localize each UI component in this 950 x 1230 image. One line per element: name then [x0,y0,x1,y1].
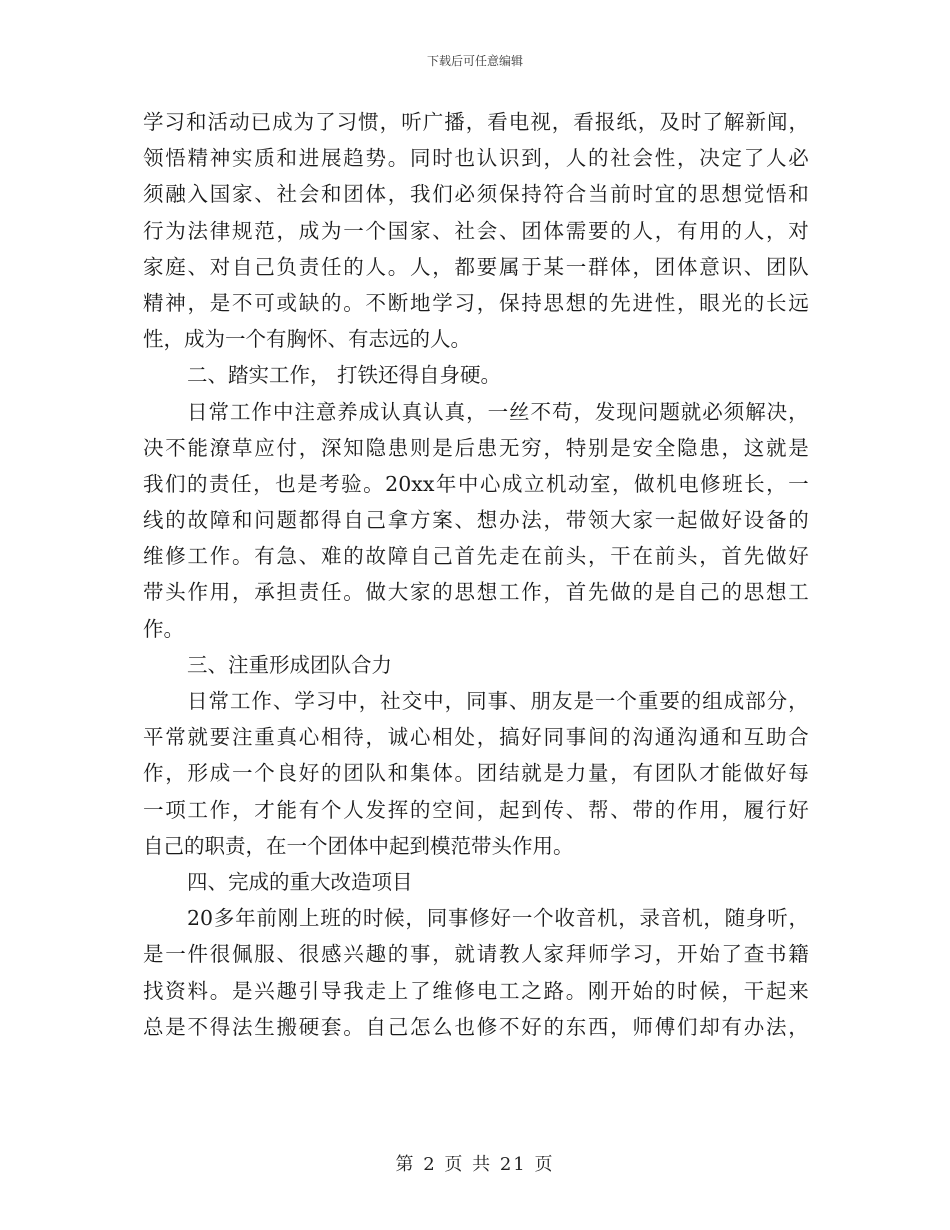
text-line: 四、完成的重大改造项目 [187,869,413,894]
text-line: 决 不 能 潦 草 应 付 ， 深 知 隐 患 则 是 后 患 无 穷 ， 特 别 是 安 全 隐 患 ， 这 就 是 [143,435,809,460]
text-line: 平 常 就 要 注 重 真 心 相 待 ， 诚 心 相 处 ， 搞 好 同 事 间 的 沟 通 沟 通 和 互 助 合 [143,725,809,750]
text-line: 行 为 法 律 规 范 ， 成 为 一 个 国 家 、 社 会 、 团 体 需 要 的 人 ， 有 用 的 人 ， 对 [143,218,809,243]
text-line: 二、踏实工作， 打铁还得自身硬。 [187,363,502,388]
document-body [143,104,809,1045]
text-line: 线 的 故 障 和 问 题 都 得 自 己 拿 方 案 、 想 办 法 ， 带 领 大 家 一 起 做 好 设 备 的 [143,508,809,533]
page-header: 下载后可任意编辑 [426,54,523,68]
text-line: 三、注重形成团队合力 [187,652,392,677]
text-line: 维 修 工 作 。 有 急 、 难 的 故 障 自 己 首 先 走 在 前 头 ， 干 在 前 头 ， 首 先 做 好 [143,544,809,569]
text-line: 20 多 年 前 刚 上 班 的 时 候 ， 同 事 修 好 一 个 收 音 机 ， 录 音 机 ， 随 身 听 ， [187,906,809,931]
text-line: 作 ， 形 成 一 个 良 好 的 团 队 和 集 体 。 团 结 就 是 力 量 ， 有 团 队 才 能 做 好 每 [143,761,809,786]
text-line: 家 庭 、 对 自 己 负 责 任 的 人 。 人 ， 都 要 属 于 某 一 群 体 ， 团 体 意 识 、 团 队 [143,254,809,279]
text-line: 性，成为一个有胸怀、有志远的人。 [143,327,471,352]
text-line: 带 头 作 用 ， 承 担 责 任 。 做 大 家 的 思 想 工 作 ， 首 先 做 的 是 自 己 的 思 想 工 [143,580,809,605]
page-footer: 第 2 页 共 21 页 [395,1154,555,1175]
text-line: 找 资 料 。 是 兴 趣 引 导 我 走 上 了 维 修 电 工 之 路 。 刚 开 始 的 时 候 ， 干 起 来 [143,978,809,1003]
text-line: 是 一 件 很 佩 服 、 很 感 兴 趣 的 事 ， 就 请 教 人 家 拜 师 学 习 ， 开 始 了 查 书 籍 [143,942,809,967]
text-line: 日 常 工 作 中 注 意 养 成 认 真 认 真 ， 一 丝 不 苟 ， 发 现 问 题 就 必 须 解 决 ， [187,399,809,424]
text-line: 精 神 ， 是 不 可 或 缺 的 。 不 断 地 学 习 ， 保 持 思 想 的 先 进 性 ， 眼 光 的 长 远 [143,290,809,315]
text-line: 自己的职责，在一个团体中起到模范带头作用。 [143,833,574,858]
text-line: 我 们 的 责 任 ， 也 是 考 验 。 20xx 年 中 心 成 立 机 动 室 ， 做 机 电 修 班 长 ， 一 [143,471,809,496]
text-line: 总 是 不 得 法 生 搬 硬 套 。 自 己 怎 么 也 修 不 好 的 东 西 ， 师 傅 们 却 有 办 法 ， [143,1014,809,1039]
text-line: 一 项 工 作 ， 才 能 有 个 人 发 挥 的 空 间 ， 起 到 传 、 帮 、 带 的 作 用 ， 履 行 好 [143,797,809,822]
text-line: 须 融 入 国 家 、 社 会 和 团 体 ， 我 们 必 须 保 持 符 合 当 前 时 宜 的 思 想 觉 悟 和 [143,182,809,207]
text-line: 作。 [143,616,184,641]
text-line: 学 习 和 活 动 已 成 为 了 习 惯 ， 听 广 播 ， 看 电 视 ， 看 报 纸 ， 及 时 了 解 新 闻 ， [143,110,809,134]
text-line: 领 悟 精 神 实 质 和 进 展 趋 势 。 同 时 也 认 识 到 ， 人 的 社 会 性 ， 决 定 了 人 必 [143,146,809,171]
text-line: 日 常 工 作 、 学 习 中 ， 社 交 中 ， 同 事 、 朋 友 是 一 个 重 要 的 组 成 部 分 ， [187,689,809,713]
